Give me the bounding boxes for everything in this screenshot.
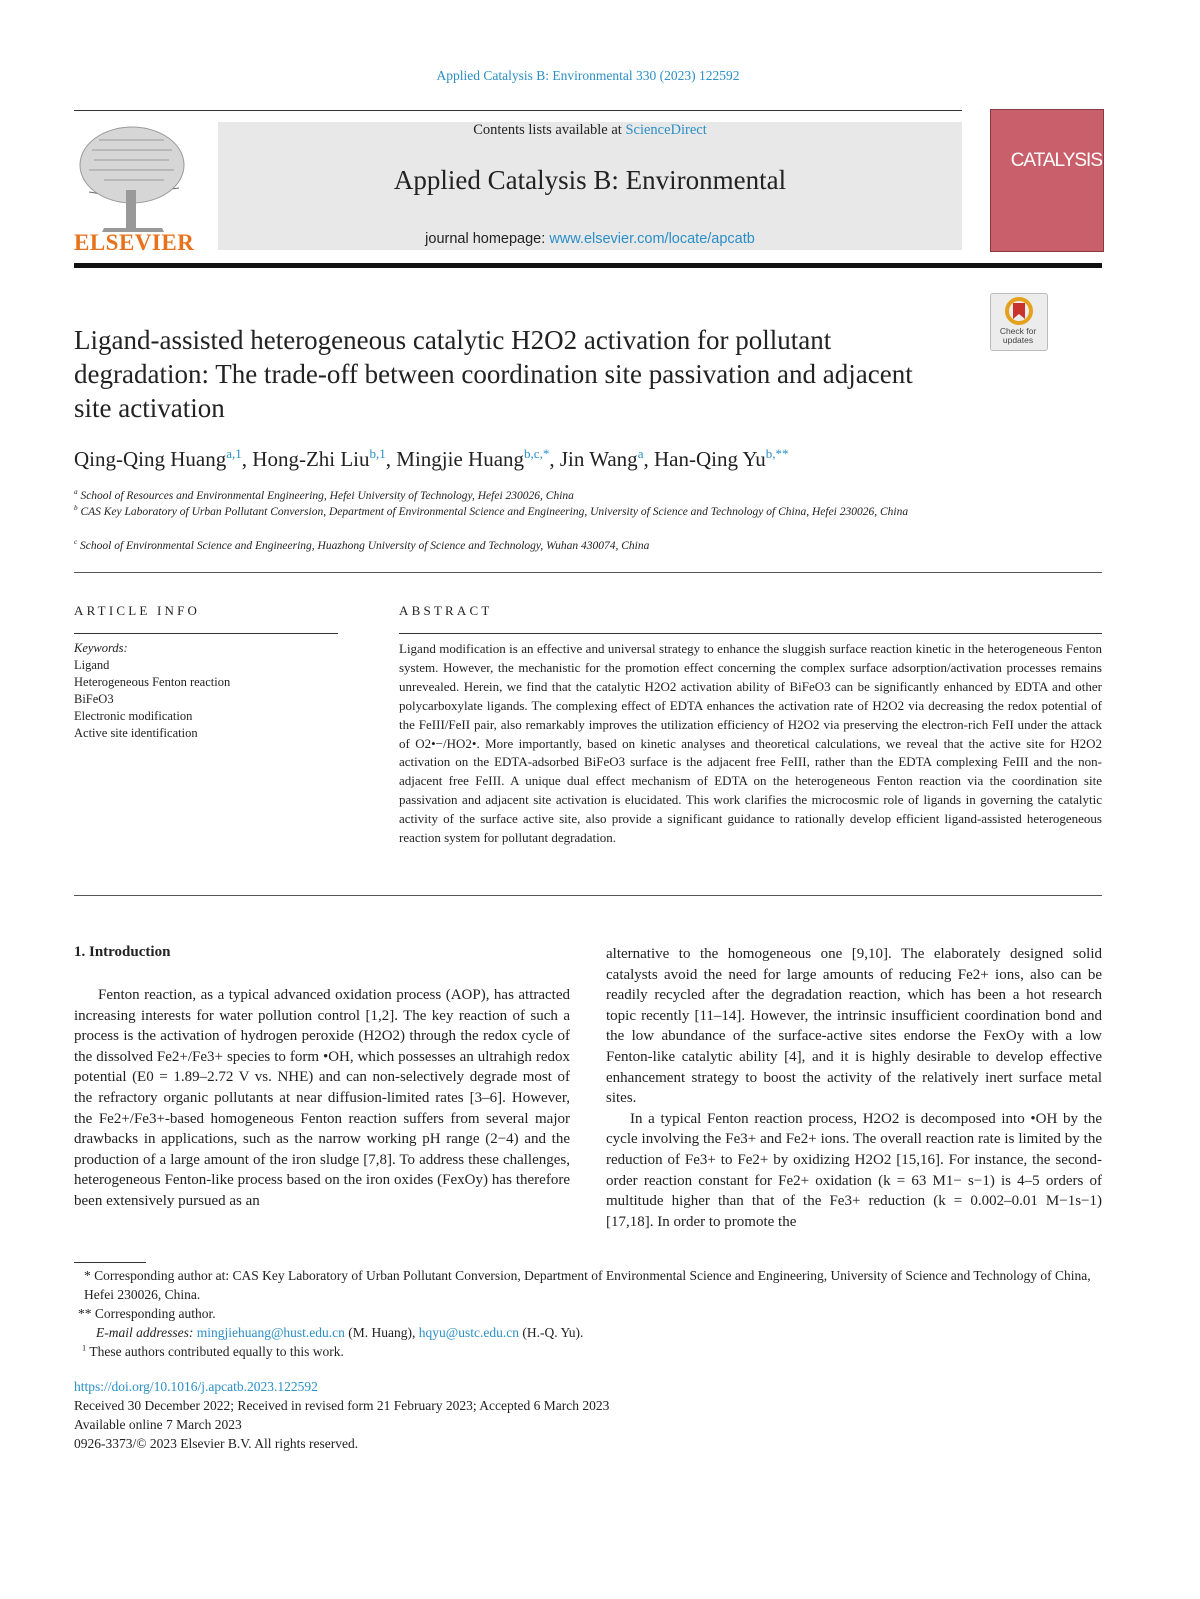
copyright: 0926-3373/© 2023 Elsevier B.V. All rights reserved. bbox=[74, 1436, 359, 1451]
abstract-rule bbox=[399, 633, 1102, 634]
intro-right-column bbox=[606, 944, 1102, 1232]
journal-homepage bbox=[218, 231, 962, 247]
footnote-equal-text: These authors contributed equally to this work. bbox=[89, 1344, 344, 1359]
affiliation bbox=[74, 504, 954, 520]
keyword: Electronic modification bbox=[74, 709, 193, 723]
intro-left-column bbox=[74, 985, 570, 1212]
author-name: Hong-Zhi Liu bbox=[252, 447, 370, 471]
keywords-label: Keywords: bbox=[74, 641, 128, 655]
title-text: Ligand-assisted heterogeneous catalytic H2O2 activation for pollutant degradation: The trade-off between coordination site passivation and adjacent site activation bbox=[74, 325, 913, 423]
abstract-text: Ligand modification is an effective and universal strategy to enhance the sluggish surface reaction kinetic in the heterogeneous Fenton system. However, the mechanistic for the promotion effect concerning the complex surface adsorption/activation processes remains unrevealed. Herein, we find that the catalytic H2O2 activation ability of BiFeO3 can be significantly enhanced by EDTA and other polycarboxylate ligands. The complexing effect of EDTA enhances the activation rate of H2O2 via decreasing the redox potential of the FeIII/FeII pair, also remarkably improves the utilization efficiency of H2O2 via preserving the electron-rich FeII under the attack of O2•−/HO2•. More importantly, based on kinetic analyses and theoretical calculations, we reveal that the active site for H2O2 activation on the EDTA-adsorbed BiFeO3 surface is the adjacent free FeIII, rather than the EDTA complexing FeIII and the non-adjacent free FeIII. A unique dual effect mechanism of EDTA on the heterogeneous Fenton reaction via the coordination site passivation and adjacent site activation is elucidated. This work clarifies the microcosmic role of ligands in governing the catalytic activity of the surface active site, also provide a significant guidance to rationally develop efficient ligand-assisted heterogeneous reaction system for pollutant degradation. bbox=[399, 641, 1102, 846]
keyword: Active site identification bbox=[74, 726, 198, 740]
abstract-heading: ABSTRACT bbox=[399, 603, 493, 618]
author-marks[interactable]: a,1 bbox=[226, 446, 242, 461]
author-name: Mingjie Huang bbox=[396, 447, 525, 471]
affiliation-text: School of Resources and Environmental Engineering, Hefei University of Technology, Hefei 230026, China bbox=[80, 490, 574, 502]
article-info-rule bbox=[74, 633, 338, 634]
doi-link[interactable]: https://doi.org/10.1016/j.apcatb.2023.122592 bbox=[74, 1379, 318, 1394]
author-marks[interactable]: b,1 bbox=[369, 446, 386, 461]
email-link[interactable]: hqyu@ustc.edu.cn bbox=[418, 1325, 519, 1340]
introduction-heading: 1. Introduction bbox=[74, 944, 171, 960]
intro-paragraph: Fenton reaction, as a typical advanced oxidation process (AOP), has attracted increasing interests for water pollution control [1,2]. The key reaction of such a process is the activation of hydrogen peroxide (H2O2) through the redox cycle of the dissolved Fe2+/Fe3+ species to form •OH, which possesses an ultrahigh redox potential (E0 = 1.89–2.72 V vs. NHE) and can non-selectively degrade most of the refractory organic pollutants at near diffusion-limited rates [3–6]. However, the Fe2+/Fe3+-based homogeneous Fenton reaction suffers from several major drawbacks in applications, such as the narrow working pH range (2−4) and the production of a large amount of the iron sludge [7,8]. To address these challenges, heterogeneous Fenton-like process based on the iron oxides (FexOy) has therefore been extensively pursued as an bbox=[74, 987, 570, 1209]
header-divider bbox=[74, 110, 962, 111]
footnotes bbox=[74, 1266, 1102, 1361]
contents-prefix: Contents lists available at bbox=[473, 122, 626, 138]
keyword: Ligand bbox=[74, 658, 110, 672]
author-marks[interactable]: a bbox=[637, 446, 644, 461]
intro-paragraph: alternative to the homogeneous one [9,10]. The elaborately designed solid catalysts avoid the need for large amounts of reducing Fe2+ ions, also can be readily recycled after the degradation reaction, which has been a hot research topic recently [11–14]. However, the intrinsic insufficient coordination bond and the low abundance of the surface-active sites endorse the FexOy with a low Fenton-like catalytic ability [4], and it is highly desirable to develop effective enhancement strategy to boost the activity of the relatively inert surface metal sites. bbox=[606, 946, 1102, 1107]
section-divider bbox=[74, 895, 1102, 896]
author-list: Qing-Qing Huang$^{a,1}$, Hong-Zhi Liu$^{b,1}$, Mingjie Huang$^{b,c,*}$, Jin Wang$^a$, Han-Qing $Yu^{b,**}$ bbox=[74, 446, 789, 471]
email-link[interactable]: mingjiehuang@hust.edu.cn bbox=[196, 1325, 345, 1340]
section-divider bbox=[74, 572, 1102, 573]
journal-name: Applied Catalysis B: Environmental bbox=[393, 165, 787, 195]
footnote-corresponding: * Corresponding author at: CAS Key Laboratory of Urban Pollutant Conversion, Department of Environmental Science and Engineering, University of Science and Technology of China, Hefei 230026, China. bbox=[84, 1268, 1091, 1302]
keyword: BiFeO3 bbox=[74, 692, 114, 706]
author-name: Qing-Qing Huang bbox=[74, 447, 227, 471]
email-owner: (M. Huang), bbox=[348, 1325, 416, 1340]
affiliation bbox=[74, 488, 954, 504]
journal-citation[interactable]: Applied Catalysis B: Environmental 330 (2023) 122592 bbox=[436, 68, 740, 83]
keyword: Heterogeneous Fenton reaction bbox=[74, 675, 231, 689]
journal-cover-thumbnail[interactable] bbox=[990, 109, 1104, 252]
intro-paragraph: In a typical Fenton reaction process, H2O2 is decomposed into •OH by the cycle involving the Fe3+ and Fe2+ ions. The overall reaction rate is limited by the reduction of Fe3+ to Fe2+ by oxidizing H2O2 [15,16]. For instance, the second-order reaction constant for Fe2+ oxidation (k = 63 M1− s−1) is 4–5 orders of multitude higher than that of the Fe3+ reduction (k = 0.002–0.01 M−1s−1) [17,18]. In order to promote the bbox=[606, 1110, 1102, 1230]
header-thick-rule bbox=[74, 263, 1102, 268]
footnote-corresponding: ** Corresponding author. bbox=[78, 1306, 216, 1321]
article-title bbox=[74, 323, 934, 425]
received-dates: Received 30 December 2022; Received in revised form 21 February 2023; Accepted 6 March 2023 bbox=[74, 1398, 610, 1413]
homepage-link[interactable]: www.elsevier.com/locate/apcatb bbox=[549, 231, 755, 247]
publication-info bbox=[74, 1377, 609, 1453]
keywords-block bbox=[74, 640, 230, 742]
footnote-emails bbox=[74, 1323, 1102, 1342]
affiliation-mark: b bbox=[74, 504, 78, 513]
available-online: Available online 7 March 2023 bbox=[74, 1417, 242, 1432]
email-label: E-mail addresses: bbox=[96, 1325, 194, 1340]
affiliation-text: School of Environmental Science and Engineering, Huazhong University of Science and Technology, Wuhan 430074, China bbox=[80, 540, 650, 552]
sciencedirect-link[interactable]: ScienceDirect bbox=[625, 122, 707, 138]
author-name: Jin Wang bbox=[559, 447, 638, 471]
article-info-heading: ARTICLE INFO bbox=[74, 603, 201, 618]
affiliation-mark: a bbox=[74, 488, 78, 497]
footnote-equal: $^1$ These authors contributed equally to this work. bbox=[82, 1343, 344, 1359]
bookmark-icon bbox=[991, 294, 1047, 328]
author-marks[interactable]: b,c,* bbox=[524, 446, 550, 461]
author-marks[interactable]: b,** bbox=[765, 446, 789, 461]
affiliation bbox=[74, 538, 954, 554]
affiliation-text: CAS Key Laboratory of Urban Pollutant Conversion, Department of Environmental Science and Engineering, University of Science and Technology of China, Hefei 230026, China bbox=[80, 506, 909, 518]
elsevier-wordmark: ELSEVIER bbox=[74, 230, 195, 255]
author-name: Han-Qing Yu bbox=[653, 447, 766, 471]
contents-line bbox=[218, 122, 962, 139]
check-for-updates-label: Check for updates bbox=[999, 326, 1037, 345]
email-owner: (H.-Q. Yu). bbox=[522, 1325, 584, 1340]
cover-title: CATALYSIS bbox=[1010, 150, 1102, 171]
affiliation-mark: c bbox=[74, 538, 78, 547]
footnote-rule bbox=[74, 1262, 146, 1263]
homepage-prefix: journal homepage: bbox=[425, 231, 550, 247]
